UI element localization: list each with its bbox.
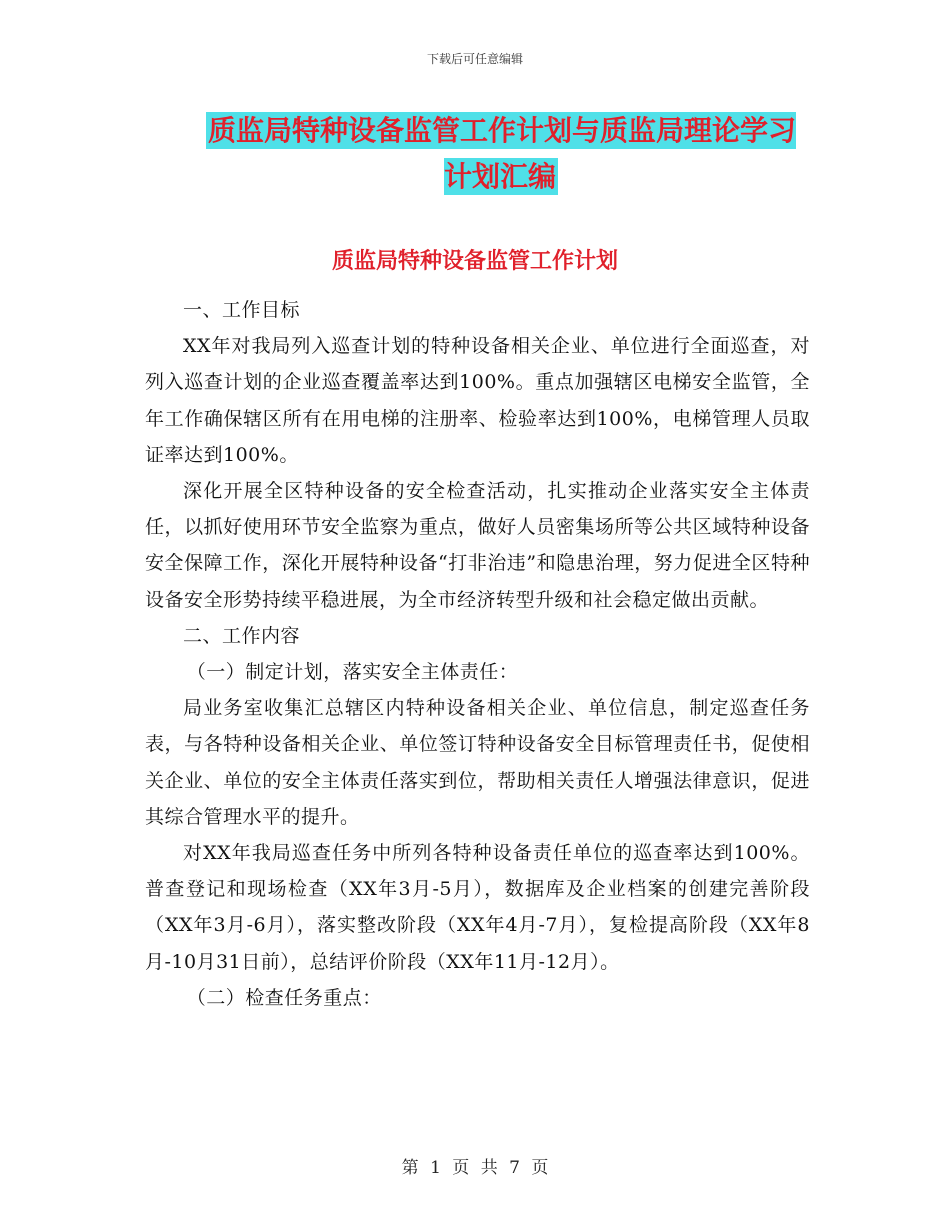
page-number: 第 1 页 共 7 页: [401, 1158, 549, 1178]
page-header-note: 下载后可任意编辑: [426, 52, 523, 66]
paragraph: 深化开展全区特种设备的安全检查活动，扎实推动企业落实安全主体责任，以抓好使用环节安全监察为重点，做好人员密集场所等公共区域特种设备安全保障工作，深化开展特种设备“打非治违”和隐患治理，努力促进全区特种设备安全形势持续平稳进展，为全市经济转型升级和社会稳定做出贡献。: [145, 480, 810, 611]
document-title-text: 质监局特种设备监管工作计划与质监局理论学习计划汇编: [207, 114, 796, 193]
paragraph: 对XX年我局巡查任务中所列各特种设备责任单位的巡查率达到100%。普查登记和现场检查（XX年3月-5月），数据库及企业档案的创建完善阶段（XX年3月-6月），落实整改阶段（XX年4月-7月），复检提高阶段（XX年8月-10月31日前），总结评价阶段（XX年11月-12月）。: [145, 842, 810, 973]
section-title: 质监局特种设备监管工作计划: [331, 249, 618, 274]
paragraph: 局业务室收集汇总辖区内特种设备相关企业、单位信息，制定巡查任务表，与各特种设备相关企业、单位签订特种设备安全目标管理责任书，促使相关企业、单位的安全主体责任落实到位，帮助相关责任人增强法律意识，促进其综合管理水平的提升。: [145, 697, 810, 828]
heading-work-content: 二、工作内容: [183, 624, 301, 647]
document-body: [145, 292, 810, 1016]
document-title: [195, 108, 807, 200]
subheading-inspection: （二）检查任务重点：: [186, 986, 382, 1009]
subheading-plan: （一）制定计划，落实安全主体责任：: [186, 661, 519, 684]
heading-work-goal: 一、工作目标: [183, 299, 301, 321]
paragraph: XX年对我局列入巡查计划的特种设备相关企业、单位进行全面巡查，对列入巡查计划的企业巡查覆盖率达到100%。重点加强辖区电梯安全监管，全年工作确保辖区所有在用电梯的注册率、检验率达到100%，电梯管理人员取证率达到100%。: [145, 335, 810, 466]
